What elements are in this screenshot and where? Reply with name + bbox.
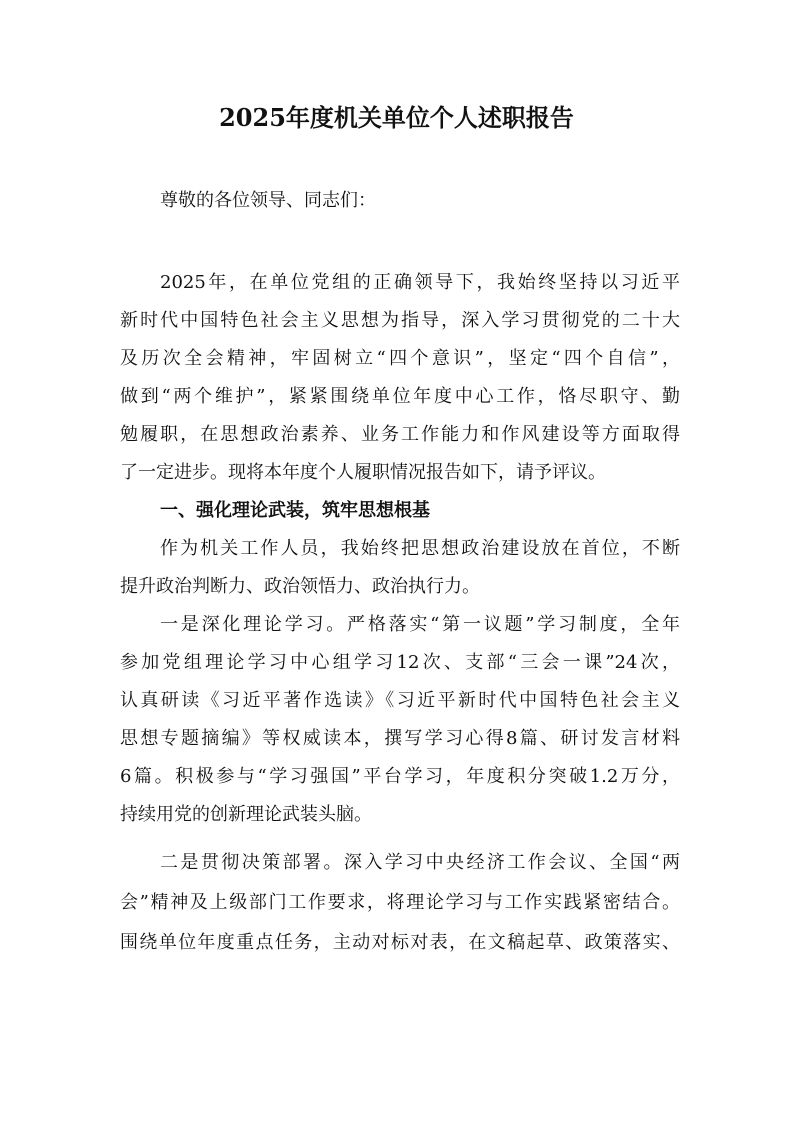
intro-line: 2025年，在单位党组的正确领导下，我始终坚持以习近平 — [160, 272, 680, 293]
paragraph-line: 一是深化理论学习。严格落实“第一议题”学习制度，全年 — [160, 614, 680, 635]
page-title: 2025年度机关单位个人述职报告 — [219, 103, 574, 132]
intro-line: 新时代中国特色社会主义思想为指导，深入学习贯彻党的二十大 — [120, 310, 680, 331]
paragraph-line: 认真研读《习近平著作选读》《习近平新时代中国特色社会主义 — [120, 690, 680, 711]
paragraph-line: 围绕单位年度重点任务，主动对标对表，在文稿起草、政策落实、 — [120, 932, 680, 953]
intro-line: 勉履职，在思想政治素养、业务工作能力和作风建设等方面取得 — [120, 424, 680, 445]
paragraph-line: 二是贯彻决策部署。深入学习中央经济工作会议、全国“两 — [160, 852, 680, 873]
section-heading: 一、强化理论武装，筑牢思想根基 — [160, 500, 430, 521]
paragraph-line: 思想专题摘编》等权威读本，撰写学习心得8篇、研讨发言材料 — [120, 728, 680, 749]
section-intro-line: 作为机关工作人员，我始终把思想政治建设放在首位，不断 — [160, 538, 680, 559]
salutation: 尊敬的各位领导、同志们： — [160, 190, 376, 211]
intro-line: 了一定进步。现将本年度个人履职情况报告如下，请予评议。 — [120, 462, 606, 483]
paragraph-line: 会”精神及上级部门工作要求，将理论学习与工作实践紧密结合。 — [120, 892, 680, 913]
section-intro-line: 提升政治判断力、政治领悟力、政治执行力。 — [120, 576, 480, 597]
intro-line: 做到“两个维护”，紧紧围绕单位年度中心工作，恪尽职守、勤 — [120, 386, 680, 407]
intro-line: 及历次全会精神，牢固树立“四个意识”，坚定“四个自信”， — [120, 348, 680, 369]
paragraph-line: 参加党组理论学习中心组学习12次、支部“三会一课”24次， — [120, 652, 680, 673]
paragraph-line: 6篇。积极参与“学习强国”平台学习，年度积分突破1.2万分， — [120, 766, 680, 787]
paragraph-line: 持续用党的创新理论武装头脑。 — [120, 804, 372, 825]
